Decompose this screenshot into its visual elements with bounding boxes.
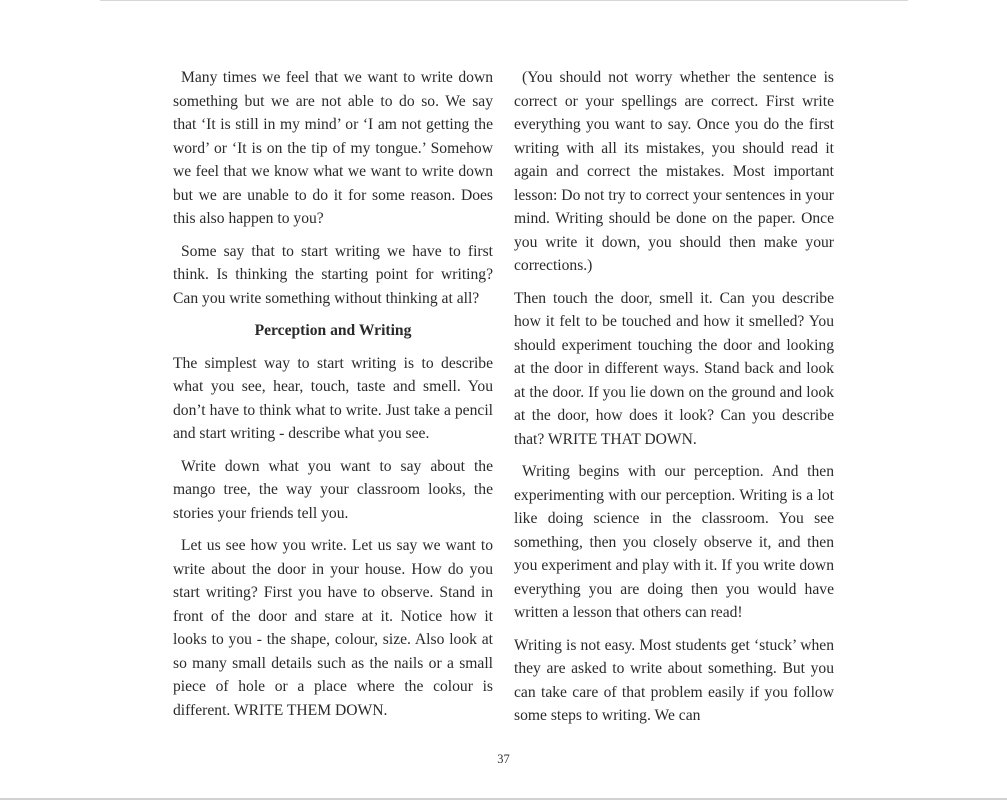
paragraph: Then touch the door, smell it. Can you describe how it felt to be touched and how it smelled? You should experiment touching the door and looking at the door in different ways. Stand back and look at the door. If you lie down on the ground and look at the door, how does it look? Can you describe that? WRITE THAT DOWN. [514, 289, 834, 448]
section-heading: Perception and Writing [254, 322, 412, 339]
paragraph: The simplest way to start writing is to describe what you see, hear, touch, taste and smell. You don’t have to think what to write. Just take a pencil and start writing - describe what you see. [173, 354, 493, 442]
paragraph: Writing begins with our perception. And then experimenting with our perception. Writing is a lot like doing science in the classroom. You see something, then you closely observe it, and then you experiment and play with it. If you write down everything you are doing then you would have written a lesson that others can read! [514, 463, 834, 621]
paragraph: Write down what you want to say about the mango tree, the way your classroom looks, the stories your friends tell you. [173, 457, 493, 522]
right-column [514, 66, 834, 737]
paragraph: Writing is not easy. Most students get ‘stuck’ when they are asked to write about something. But you can take care of that problem easily if you follow some steps to writing. We can [514, 636, 834, 724]
paragraph: Many times we feel that we want to write down something but we are not able to do so. We say that ‘It is still in my mind’ or ‘I am not getting the word’ or ‘It is on the tip of my tongue.’ Somehow we feel that we know what we want to write down but we are unable to do it for some reason. Does this also happen to you? [173, 69, 493, 227]
paragraph: (You should not worry whether the sentence is correct or your spellings are correct. First write everything you want to say. Once you do the first writing with all its mistakes, you should read it again and correct the mistakes. Most important lesson: Do not try to correct your sentences in your mind. Writing should be done on the paper. Once you write it down, you should then make your corrections.) [514, 69, 834, 274]
paragraph: Let us see how you write. Let us say we want to write about the door in your house. How do you start writing? First you have to observe. Stand in front of the door and stare at it. Notice how it looks to you - the shape, colour, size. Also look at so many small details such as the nails or a small piece of hole or a place where the colour is different. WRITE THEM DOWN. [173, 537, 493, 719]
left-column [173, 66, 493, 731]
paragraph: Some say that to start writing we have to first think. Is thinking the starting point for writing? Can you write something without thinking at all? [173, 242, 493, 307]
page-top-border [100, 0, 908, 1]
page-number: 37 [497, 752, 510, 766]
